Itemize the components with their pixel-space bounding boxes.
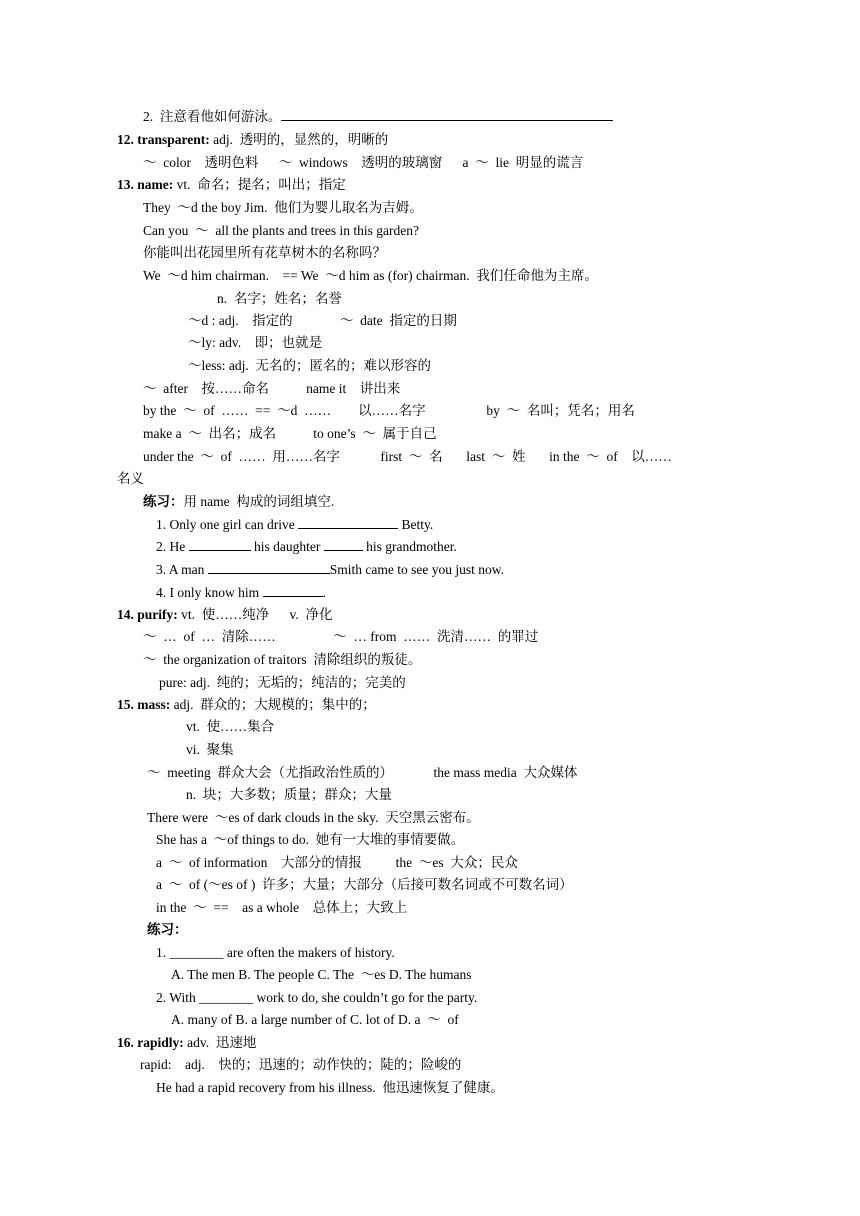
exercise-heading (143, 493, 334, 511)
derivative-line: ～ly: adv. 即；也就是 (188, 335, 323, 350)
entry-heading-mass (117, 696, 376, 714)
exercise-text: 2. He (156, 539, 189, 554)
exercise-text: his grandmother. (362, 539, 457, 554)
exercise-line (156, 538, 457, 556)
phrase-line: by the ～ of …… == ～d …… 以……名字 by ～ 名叫；凭名；用名 (143, 403, 635, 418)
exercise-text: . (322, 585, 326, 600)
exercise-text: 3. A man (156, 562, 208, 577)
headword: 12. transparent: (117, 132, 210, 147)
phrase-line: a ～ of information 大部分的情报 the ～es 大众；民众 (156, 855, 518, 870)
phrase-line: ～ after 按……命名 name it 讲出来 (143, 381, 401, 396)
exercise-text: 1. Only one girl can drive (156, 517, 299, 532)
exercise-label: 练习： (143, 494, 184, 509)
phrase-line: a ～ of (～es of ) 许多；大量；大部分（后接可数名词或不可数名词） (156, 877, 573, 892)
exercise-question: 2. With ________ work to do, she couldn’t go for the party. (156, 990, 478, 1005)
phrase-line: ～ the organization of traitors 清除组织的叛徒。 (143, 652, 422, 667)
answer-blank (298, 516, 398, 529)
exercise-text: his daughter (250, 539, 324, 554)
example-line: We ～d him chairman. == We ～d him as (for) chairman. 我们任命他为主席。 (143, 268, 598, 283)
derivative-line: rapid: adj. 快的；迅速的；动作快的；陡的；险峻的 (140, 1057, 462, 1072)
exercise-text: 4. I only know him (156, 585, 263, 600)
headword: 16. rapidly: (117, 1035, 184, 1050)
phrase-line: ～ color 透明色料 ～ windows 透明的玻璃窗 a ～ lie 明显的谎言 (143, 155, 584, 170)
entry-heading-name (117, 176, 346, 194)
exercise-options: A. The men B. The people C. The ～es D. The humans (171, 967, 472, 982)
example-line: Can you ～ all the plants and trees in this garden? (143, 223, 419, 238)
derivative-line: pure: adj. 纯的；无垢的；纯洁的；完美的 (159, 675, 406, 690)
derivative-line: ～less: adj. 无名的；匿名的；难以形容的 (188, 358, 431, 373)
exercise-text: Smith came to see you just now. (329, 562, 504, 577)
entry-heading-transparent (117, 131, 388, 149)
definition: adv. 迅速地 (183, 1035, 257, 1050)
headword: 15. mass: (117, 697, 171, 712)
definition: vt. 命名；提名；叫出；指定 (173, 177, 346, 192)
derivative-line: ～d : adj. 指定的 ～ date 指定的日期 (188, 313, 457, 328)
exercise-text: Betty. (398, 517, 434, 532)
answer-blank (208, 561, 330, 574)
headword: 13. name: (117, 177, 174, 192)
entry-heading-purify (117, 606, 333, 624)
phrase-line: make a ～ 出名；成名 to one’s ～ 属于自己 (143, 426, 437, 441)
exercise-line (143, 108, 613, 126)
exercise-text: 2. 注意看他如何游泳。 (143, 109, 282, 124)
definition-line: vi. 聚集 (186, 742, 234, 757)
example-line: 你能叫出花园里所有花草树木的名称吗？ (143, 245, 386, 260)
definition: adj. 群众的；大规模的；集中的； (170, 697, 376, 712)
answer-blank (324, 538, 363, 551)
exercise-question: 1. ________ are often the makers of history. (156, 945, 395, 960)
answer-blank (281, 108, 613, 121)
exercise-instruction: 用 name 构成的词组填空. (183, 494, 335, 509)
example-line: He had a rapid recovery from his illness. 他迅速恢复了健康。 (156, 1080, 504, 1095)
phrase-line-wrap: 名义 (117, 471, 144, 486)
headword: 14. purify: (117, 607, 178, 622)
phrase-line: in the ～ == as a whole 总体上；大致上 (156, 900, 408, 915)
example-line: There were ～es of dark clouds in the sky. 天空黑云密布。 (147, 810, 480, 825)
exercise-label: 练习： (147, 922, 188, 937)
entry-heading-rapidly (117, 1034, 256, 1052)
definition-line: n. 块；大多数；质量；群众；大量 (186, 787, 392, 802)
exercise-line (156, 584, 326, 602)
example-line: They ～d the boy Jim. 他们为婴儿取名为吉姆。 (143, 200, 423, 215)
definition: adj. 透明的，显然的，明晰的 (209, 132, 389, 147)
phrase-line: under the ～ of …… 用……名字 first ～ 名 last ～ 姓 in the ～ of 以…… (143, 449, 672, 464)
example-line: She has a ～of things to do. 她有一大堆的事情要做。 (156, 832, 465, 847)
definition-line: n. 名字；姓名；名誉 (217, 291, 342, 306)
exercise-options: A. many of B. a large number of C. lot of D. a ～ of (171, 1012, 459, 1027)
phrase-line: ～ … of … 清除…… ～ … from …… 洗清…… 的罪过 (143, 629, 539, 644)
exercise-line (156, 561, 504, 579)
answer-blank (189, 538, 251, 551)
definition: vt. 使……纯净 v. 净化 (177, 607, 333, 622)
exercise-line (156, 516, 433, 534)
answer-blank (263, 584, 323, 597)
phrase-line: ～ meeting 群众大会（尤指政治性质的） the mass media 大众媒体 (147, 765, 578, 780)
definition-line: vt. 使……集合 (186, 719, 275, 734)
